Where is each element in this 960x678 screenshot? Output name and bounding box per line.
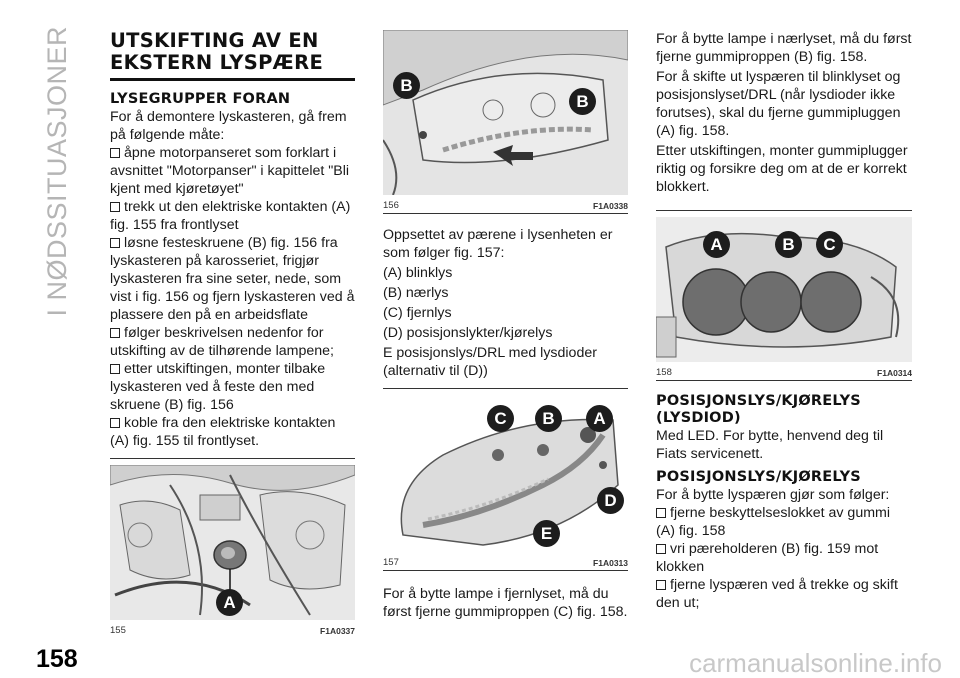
page-heading: UTSKIFTING AV EN EKSTERN LYSPÆRE xyxy=(110,30,355,81)
page-number: 158 xyxy=(36,645,78,673)
checkbox-bullet-icon xyxy=(110,202,120,212)
indicator-text: For å skifte ut lyspæren til blinklyset og posisjonslyset/DRL (når lysdioder ikke forutses), skal du fjerne gummipluggen (A) fig. 158. xyxy=(656,69,901,139)
section-tab-label: I NØDSSITUASJONER xyxy=(42,26,72,317)
replace-intro: For å bytte lyspæren gjør som følger: xyxy=(656,487,890,503)
list-item: (B) nærlys xyxy=(383,285,449,301)
checkbox-bullet-icon xyxy=(110,364,120,374)
figure-code: F1A0313 xyxy=(593,558,628,568)
figure-code: F1A0314 xyxy=(877,368,912,378)
callout-e: E xyxy=(533,520,560,547)
checkbox-bullet-icon xyxy=(656,544,666,554)
callout-a: A xyxy=(216,589,243,616)
headlamp-removal-illustration xyxy=(383,30,628,195)
bullet-item: fjerne beskyttelseslokket av gummi (A) fig. 158 xyxy=(656,505,890,539)
section-heading: LYSEGRUPPER FORAN xyxy=(110,91,291,107)
figure-158 xyxy=(656,210,912,380)
high-beam-text: For å bytte lampe i fjernlyset, må du først fjerne gummiproppen (C) fig. 158. xyxy=(383,586,628,620)
intro-text: For å demontere lyskasteren, gå frem på følgende måte: xyxy=(110,109,347,143)
section-heading: POSISJONSLYS/KJØRELYS (LYSDIOD) xyxy=(656,393,861,426)
bullet-item: trekk ut den elektriske kontakten (A) fig. 155 fra frontlyset xyxy=(110,199,351,233)
callout-a: A xyxy=(586,405,613,432)
bullet-item: åpne motorpanseret som forklart i avsnittet "Motorpanser" i kapittelet "Bli kjent med kjøretøyet" xyxy=(110,145,350,197)
section-heading: POSISJONSLYS/KJØRELYS xyxy=(656,469,861,485)
list-item: (C) fjernlys xyxy=(383,305,452,321)
checkbox-bullet-icon xyxy=(110,238,120,248)
figure-number: 155 xyxy=(110,625,126,636)
column-3 xyxy=(656,30,912,612)
callout-b-left: B xyxy=(393,72,420,99)
section-side-tab xyxy=(4,20,74,628)
checkbox-bullet-icon xyxy=(110,418,120,428)
callout-b: B xyxy=(775,231,802,258)
callout-b: B xyxy=(535,405,562,432)
bullet-item: etter utskiftingen, monter tilbake lyskasteren ved å feste den med skruene (B) fig. 156 xyxy=(110,361,326,413)
checkbox-bullet-icon xyxy=(656,508,666,518)
checkbox-bullet-icon xyxy=(656,580,666,590)
checkbox-bullet-icon xyxy=(110,148,120,158)
refit-text: Etter utskiftingen, monter gummiplugger riktig og forsikre deg om at de er korrekt blokkert. xyxy=(656,143,908,195)
checkbox-bullet-icon xyxy=(110,328,120,338)
figure-156 xyxy=(383,30,628,213)
bullet-item: følger beskrivelsen nedenfor for utskifting av de tilhørende lampene; xyxy=(110,325,334,359)
callout-a: A xyxy=(703,231,730,258)
headlamp-rear-illustration xyxy=(656,217,912,362)
bullet-item: fjerne lyspæren ved å trekke og skift den ut; xyxy=(656,577,898,611)
callout-c: C xyxy=(487,405,514,432)
headlamp-unit-illustration xyxy=(383,395,628,552)
figure-number: 157 xyxy=(383,557,399,568)
list-item: E posisjonslys/DRL med lysdioder (alternativ til (D)) xyxy=(383,345,597,379)
figure-157 xyxy=(383,388,628,570)
headlamp-removal-drawing xyxy=(383,30,628,195)
figure-number: 156 xyxy=(383,200,399,211)
bullet-item: vri pæreholderen (B) fig. 159 mot klokken xyxy=(656,541,879,575)
engine-bay-illustration xyxy=(110,465,355,620)
led-text: Med LED. For bytte, henvend deg til Fiats servicenett. xyxy=(656,428,884,462)
low-beam-text: For å bytte lampe i nærlyset, må du først fjerne gummiproppen (B) fig. 158. xyxy=(656,31,912,65)
figure-155 xyxy=(110,458,355,638)
callout-c: C xyxy=(816,231,843,258)
figure-code: F1A0337 xyxy=(320,626,355,636)
layout-intro: Oppsettet av pærene i lysenheten er som følger fig. 157: xyxy=(383,227,613,261)
figure-number: 158 xyxy=(656,367,672,378)
bullet-item: løsne festeskruene (B) fig. 156 fra lyskasteren på karosseriet, frigjør lyskasteren fra sine seter, nede, som vist i fig. 156 og fjern lyskasteren ved å plassere den på en arbeidsflate xyxy=(110,235,355,323)
callout-d: D xyxy=(597,487,624,514)
column-2 xyxy=(383,30,628,621)
callout-b-right: B xyxy=(569,88,596,115)
figure-code: F1A0338 xyxy=(593,201,628,211)
list-item: (D) posisjonslykter/kjørelys xyxy=(383,325,553,341)
watermark: carmanualsonline.info xyxy=(689,648,942,678)
list-item: (A) blinklys xyxy=(383,265,453,281)
bullet-item: koble fra den elektriske kontakten (A) fig. 155 til frontlyset. xyxy=(110,415,336,449)
column-1 xyxy=(110,30,355,638)
